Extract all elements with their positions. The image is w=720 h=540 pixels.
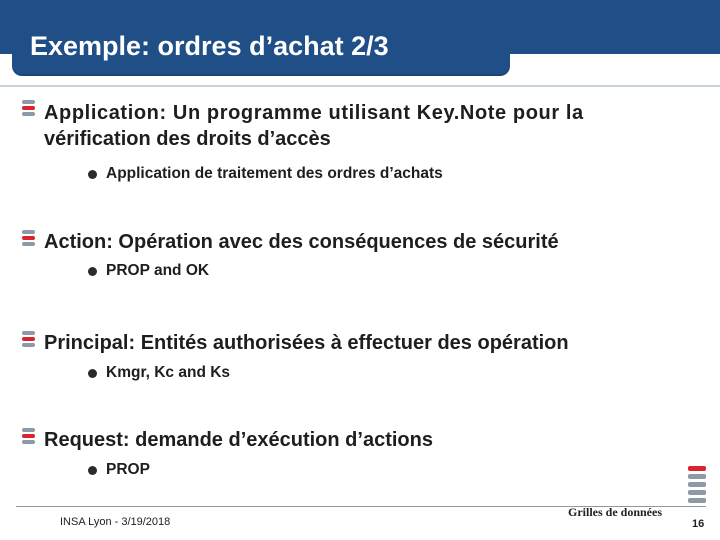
sub-bullet-request: PROP xyxy=(106,461,150,478)
bullet-request: Request: demande d’exécution d’actions xyxy=(44,429,433,451)
page-number: 16 xyxy=(692,518,705,530)
sub-bullet-application: Application de traitement des ordres d’achats xyxy=(106,165,443,182)
dot-icon xyxy=(88,267,97,276)
bullet-application-line1: Application: Un programme utilisant Key.Note pour la xyxy=(44,102,584,124)
bullet-application xyxy=(44,102,706,151)
dot-icon xyxy=(88,369,97,378)
sub-bullet-action: PROP and OK xyxy=(106,262,210,279)
dot-icon xyxy=(88,170,97,179)
sub-bullet-principal: Kmgr, Kc and Ks xyxy=(106,364,231,381)
bullet-principal: Principal: Entités authorisées à effectuer des opération xyxy=(44,332,569,354)
footer-logo: Grilles de données xyxy=(568,505,663,519)
bullet-bars-icon xyxy=(22,331,35,349)
bullet-bars-icon xyxy=(22,230,35,248)
footer-date: INSA Lyon - 3/19/2018 xyxy=(60,516,171,528)
dot-icon xyxy=(88,466,97,475)
bullet-bars-icon xyxy=(22,100,35,118)
slide-title: Exemple: ordres d’achat 2/3 xyxy=(30,31,389,61)
bullet-bars-icon xyxy=(22,428,35,446)
header-divider xyxy=(0,85,720,87)
bullet-application-line2: vérification des droits d’accès xyxy=(44,128,331,150)
decoration-stripes-icon xyxy=(688,466,706,506)
bullet-action: Action: Opération avec des conséquences de sécurité xyxy=(44,231,559,253)
